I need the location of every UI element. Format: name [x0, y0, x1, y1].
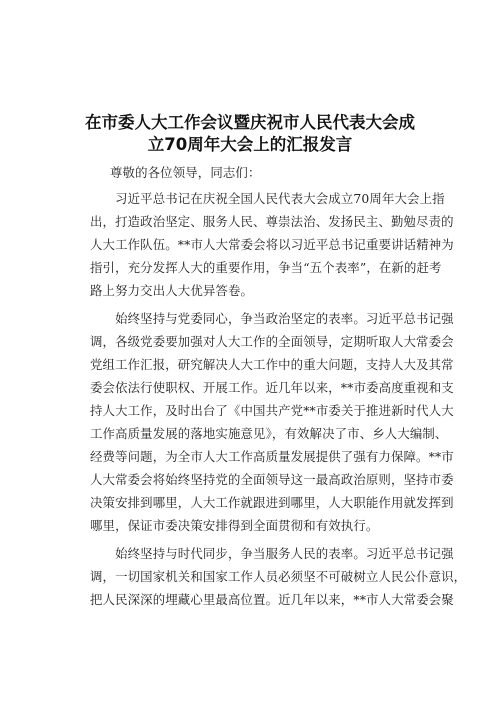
- document-title-line-2: 立70周年大会上的汇报发言: [147, 135, 353, 154]
- document-title-line-1: 在市委人大工作会议暨庆祝市人民代表大会成: [85, 113, 415, 132]
- paragraph-line: 始终坚持与党委同心，争当政治坚定的表率。习近平总书记强: [90, 311, 454, 326]
- paragraph-line: 出，打造政治坚定、服务人民、尊崇法治、发扬民主、勤勉尽责的: [90, 214, 454, 229]
- salutation: [110, 161, 432, 184]
- paragraph-line: 工作高质量发展的落地实施意见》，有效解决了市、乡人大编制、: [90, 426, 448, 441]
- paragraph-line: 把人民深深的埋藏心里最高位置。近几年以来，**市人大常委会聚: [90, 592, 454, 607]
- paragraph-line: 调，各级党委要加强对人大工作的全面领导，定期听取人大常委会: [90, 334, 454, 349]
- paragraph-line: 持人大工作，及时出台了《中国共产党**市委关于推进新时代人大: [90, 403, 454, 418]
- paragraph-line: 经费等问题，为全市人大工作高质量发展提供了强有力保障。**市: [90, 449, 454, 464]
- paragraph-line: 始终坚持与时代同步，争当服务人民的表率。习近平总书记强: [90, 546, 454, 561]
- paragraph-line: 委会依法行使职权、开展工作。近几年以来，**市委高度重视和支: [90, 380, 454, 395]
- paragraph-1: [90, 187, 454, 302]
- paragraph-line: 决策安排到哪里，人大工作就跟进到哪里，人大职能作用就发挥到: [90, 495, 454, 510]
- paragraph-line: 调，一切国家机关和国家工作人员必须坚不可破树立人民公仆意识，: [90, 569, 467, 584]
- paragraph-line: 人大工作队伍。**市人大常委会将以习近平总书记重要讲话精神为: [90, 237, 454, 252]
- paragraph-line: 党组工作汇报，研究解决人大工作中的重大问题，支持人大及其常: [90, 357, 454, 372]
- paragraph-3: [90, 542, 467, 611]
- paragraph-line: 人大常委会将始终坚持党的全面领导这一最高政治原则，坚持市委: [90, 472, 454, 487]
- paragraph-2: [90, 307, 454, 537]
- salutation-text: 尊敬的各位领导，同志们：: [110, 165, 261, 180]
- paragraph-line: 习近平总书记在庆祝全国人民代表大会成立70周年大会上指: [90, 191, 445, 206]
- paragraph-line: 指引，充分发挥人大的重要作用，争当“五个表率”，在新的赶考: [90, 260, 442, 275]
- paragraph-line: 哪里，保证市委决策安排得到全面贯彻和有效执行。: [90, 518, 379, 533]
- paragraph-line: 路上努力交出人大优异答卷。: [90, 283, 254, 298]
